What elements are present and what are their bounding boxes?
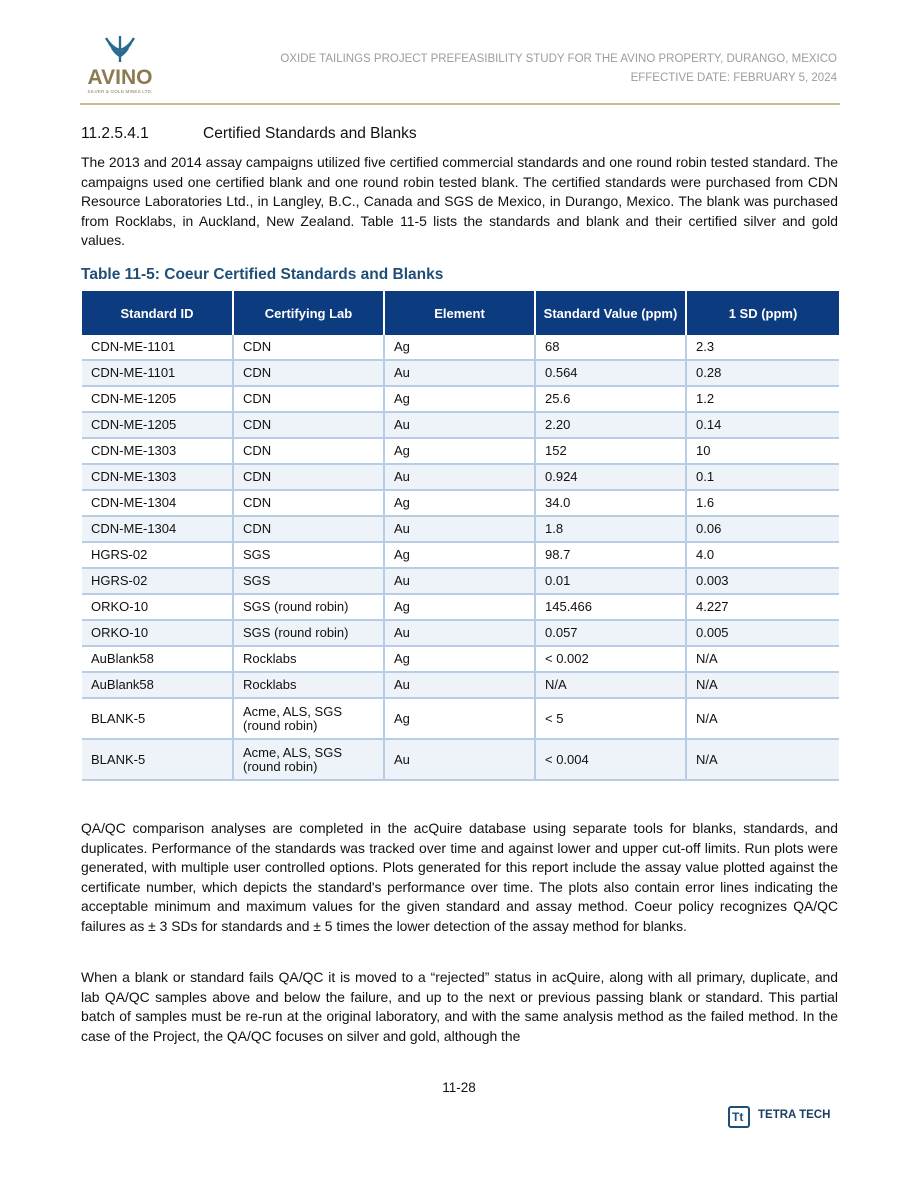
header-standard-value: Standard Value (ppm) (535, 291, 686, 335)
table-row (82, 464, 839, 490)
header-certifying-lab: Certifying Lab (233, 291, 384, 335)
cell-sd: N/A (686, 698, 839, 739)
cell-element: Ag (384, 698, 535, 739)
cell-sd: N/A (686, 646, 839, 672)
table-row (82, 620, 839, 646)
cell-lab: CDN (233, 464, 384, 490)
cell-value: 2.20 (535, 412, 686, 438)
cell-value: 0.01 (535, 568, 686, 594)
cell-lab: Acme, ALS, SGS (round robin) (233, 739, 384, 780)
table-row (82, 739, 839, 780)
cell-value: 152 (535, 438, 686, 464)
header-sd: 1 SD (ppm) (686, 291, 839, 335)
header-standard-id: Standard ID (82, 291, 233, 335)
cell-element: Au (384, 360, 535, 386)
cell-element: Ag (384, 335, 535, 360)
table-caption: Table 11-5: Coeur Certified Standards and Blanks (81, 266, 444, 283)
intro-paragraph: The 2013 and 2014 assay campaigns utilized five certified commercial standards and one round robin tested standard. The campaigns used one certified blank and one round robin tested blank. The certified standards were purchased from CDN Resource Laboratories Ltd., in Langley, B.C., Canada and SGS de Mexico, in Durango, Mexico. The blank was purchased from Rocklabs, in Auckland, New Zealand. Table 11-5 lists the standards and blank and their certified silver and gold values. (81, 154, 838, 249)
table-row (82, 360, 839, 386)
cell-value: < 5 (535, 698, 686, 739)
page-number: 11-28 (442, 1080, 476, 1095)
cell-value: 34.0 (535, 490, 686, 516)
table-row (82, 438, 839, 464)
cell-standard-id: CDN-ME-1303 (82, 464, 233, 490)
logo-name: AVINO (87, 66, 153, 89)
table-row (82, 490, 839, 516)
cell-value: < 0.004 (535, 739, 686, 780)
table-row (82, 698, 839, 739)
section-number: 11.2.5.4.1 (81, 125, 149, 142)
cell-value: 25.6 (535, 386, 686, 412)
failure-paragraph: When a blank or standard fails QA/QC it is moved to a “rejected” status in acQuire, along with all primary, duplicate, and lab QA/QC samples above and below the failure, and up to the next or previous passing blank or standard. This partial batch of samples must be re-run at the original laboratory, and with the same analysis method as the failed method. In the case of the Project, the QA/QC focuses on silver and gold, although the (81, 969, 838, 1044)
cell-lab: SGS (233, 568, 384, 594)
cell-lab: Rocklabs (233, 672, 384, 698)
header-element: Element (384, 291, 535, 335)
table-row (82, 542, 839, 568)
cell-sd: 4.0 (686, 542, 839, 568)
cell-sd: 1.2 (686, 386, 839, 412)
cell-sd: 0.003 (686, 568, 839, 594)
cell-standard-id: HGRS-02 (82, 542, 233, 568)
cell-standard-id: CDN-ME-1101 (82, 335, 233, 360)
cell-value: 1.8 (535, 516, 686, 542)
cell-value: 0.924 (535, 464, 686, 490)
table-row (82, 594, 839, 620)
cell-lab: CDN (233, 412, 384, 438)
cell-standard-id: CDN-ME-1304 (82, 490, 233, 516)
cell-standard-id: AuBlank58 (82, 672, 233, 698)
cell-element: Au (384, 464, 535, 490)
table-header-row (82, 291, 839, 335)
cell-element: Au (384, 672, 535, 698)
cell-standard-id: CDN-ME-1101 (82, 360, 233, 386)
standards-table (82, 291, 839, 781)
cell-element: Ag (384, 646, 535, 672)
cell-standard-id: AuBlank58 (82, 646, 233, 672)
cell-sd: 1.6 (686, 490, 839, 516)
cell-sd: 0.1 (686, 464, 839, 490)
cell-lab: CDN (233, 335, 384, 360)
header-divider (80, 103, 840, 105)
cell-value: N/A (535, 672, 686, 698)
cell-lab: CDN (233, 516, 384, 542)
table-row (82, 672, 839, 698)
cell-lab: SGS (round robin) (233, 620, 384, 646)
cell-sd: N/A (686, 672, 839, 698)
cell-element: Au (384, 568, 535, 594)
effective-date: EFFECTIVE DATE: FEBRUARY 5, 2024 (630, 72, 837, 84)
cell-value: < 0.002 (535, 646, 686, 672)
cell-element: Ag (384, 542, 535, 568)
section-heading (81, 125, 417, 143)
cell-element: Ag (384, 386, 535, 412)
cell-sd: 4.227 (686, 594, 839, 620)
document-title: OXIDE TAILINGS PROJECT PREFEASIBILITY STUDY FOR THE AVINO PROPERTY, DURANGO, MEXICO (280, 53, 837, 65)
cell-value: 0.057 (535, 620, 686, 646)
cell-sd: N/A (686, 739, 839, 780)
table-row (82, 568, 839, 594)
cell-standard-id: ORKO-10 (82, 620, 233, 646)
cell-sd: 0.06 (686, 516, 839, 542)
cell-element: Au (384, 412, 535, 438)
table-row (82, 335, 839, 360)
cell-element: Au (384, 516, 535, 542)
table-row (82, 412, 839, 438)
logo-subtitle: SILVER & GOLD MINES LTD. (87, 89, 153, 94)
cell-standard-id: HGRS-02 (82, 568, 233, 594)
cell-element: Ag (384, 594, 535, 620)
cell-lab: Rocklabs (233, 646, 384, 672)
table-row (82, 516, 839, 542)
cell-value: 0.564 (535, 360, 686, 386)
cell-lab: CDN (233, 438, 384, 464)
cell-standard-id: BLANK-5 (82, 698, 233, 739)
cell-standard-id: ORKO-10 (82, 594, 233, 620)
cell-element: Ag (384, 490, 535, 516)
cell-sd: 2.3 (686, 335, 839, 360)
cell-lab: CDN (233, 360, 384, 386)
section-title: Certified Standards and Blanks (203, 125, 417, 142)
tetra-tech-mark: Tt (732, 1110, 744, 1124)
cell-element: Ag (384, 438, 535, 464)
cell-element: Au (384, 620, 535, 646)
tetra-tech-mark-icon (728, 1106, 750, 1128)
tetra-tech-name: TETRA TECH (758, 1109, 831, 1121)
cell-standard-id: CDN-ME-1303 (82, 438, 233, 464)
cell-lab: SGS (233, 542, 384, 568)
cell-lab: Acme, ALS, SGS (round robin) (233, 698, 384, 739)
cell-standard-id: CDN-ME-1205 (82, 386, 233, 412)
cell-value: 68 (535, 335, 686, 360)
cell-sd: 0.14 (686, 412, 839, 438)
cell-standard-id: CDN-ME-1205 (82, 412, 233, 438)
cell-lab: CDN (233, 490, 384, 516)
avino-emblem-icon (98, 36, 142, 66)
cell-sd: 10 (686, 438, 839, 464)
cell-lab: SGS (round robin) (233, 594, 384, 620)
cell-value: 145.466 (535, 594, 686, 620)
cell-sd: 0.28 (686, 360, 839, 386)
cell-sd: 0.005 (686, 620, 839, 646)
cell-standard-id: BLANK-5 (82, 739, 233, 780)
table-row (82, 646, 839, 672)
cell-value: 98.7 (535, 542, 686, 568)
cell-standard-id: CDN-ME-1304 (82, 516, 233, 542)
table-row (82, 386, 839, 412)
cell-element: Au (384, 739, 535, 780)
qaqc-paragraph: QA/QC comparison analyses are completed in the acQuire database using separate tools for blanks, standards, and duplicates. Performance of the standards was tracked over time and against lower and upper cut-off limits. Run plots were generated, with multiple user controlled options. Plots generated for this report include the assay value plotted against the certificate number, which depicts the standard's performance over time. The plots also contain error lines indicating the acceptable minimum and maximum values for the given standard and assay method. Coeur policy recognizes QA/QC failures as ± 3 SDs for standards and ± 5 times the lower detection of the assay method for blanks. (81, 820, 838, 934)
cell-lab: CDN (233, 386, 384, 412)
avino-logo (84, 36, 156, 98)
